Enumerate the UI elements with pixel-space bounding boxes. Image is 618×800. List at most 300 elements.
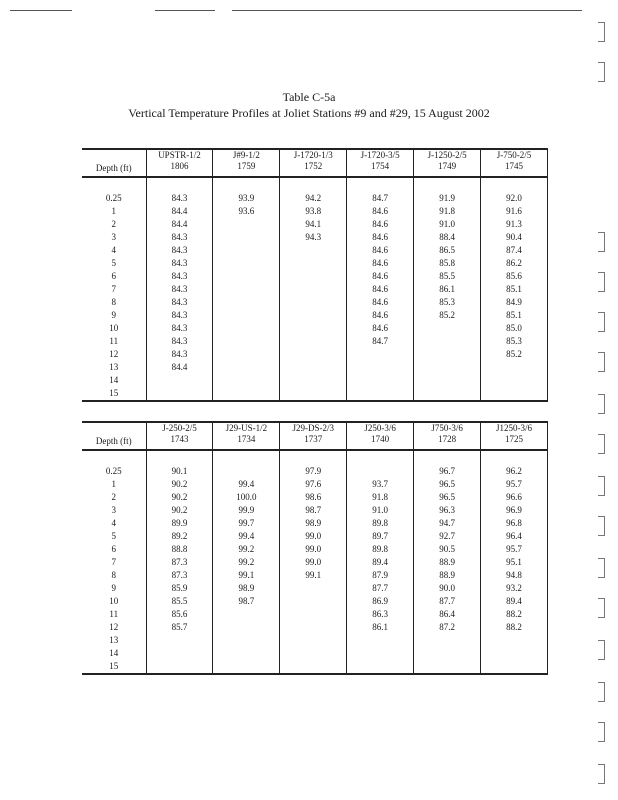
depth-header: Depth (ft) <box>82 149 146 177</box>
column-station-name: J1250-3/6 <box>496 423 533 433</box>
temperature-cell: 91.0 <box>347 504 414 517</box>
temperature-cell: 88.2 <box>481 621 548 634</box>
column-station-name: J750-3/6 <box>431 423 463 433</box>
temperature-cell: 84.3 <box>146 348 213 361</box>
depth-cell: 13 <box>82 634 146 647</box>
depth-cell: 7 <box>82 283 146 296</box>
table-row <box>82 569 548 582</box>
temperature-cell: 84.6 <box>347 309 414 322</box>
temperature-cell: 85.6 <box>481 270 548 283</box>
temperature-cell: 85.0 <box>481 322 548 335</box>
temperature-cell: 85.1 <box>481 283 548 296</box>
temperature-cell: 93.2 <box>481 582 548 595</box>
temperature-cell: 96.3 <box>414 504 481 517</box>
temperature-cell <box>213 322 280 335</box>
temperature-cell: 96.9 <box>481 504 548 517</box>
spacer-cell <box>82 450 146 465</box>
temperature-cell: 93.8 <box>280 205 347 218</box>
depth-cell: 4 <box>82 517 146 530</box>
column-time: 1740 <box>371 434 390 444</box>
temperature-cell: 85.2 <box>414 309 481 322</box>
temperature-table-stations-29 <box>82 421 548 675</box>
temperature-cell: 90.1 <box>146 465 213 478</box>
depth-cell: 8 <box>82 569 146 582</box>
temperature-cell: 84.9 <box>481 296 548 309</box>
temperature-cell <box>347 465 414 478</box>
table-row <box>82 348 548 361</box>
top-edge-rule-mid <box>155 10 215 11</box>
temperature-cell <box>481 374 548 387</box>
binder-tab <box>598 640 605 660</box>
depth-cell: 15 <box>82 387 146 401</box>
binder-tab <box>598 272 605 292</box>
temperature-cell <box>481 647 548 660</box>
spacer-cell <box>414 177 481 192</box>
table-row <box>82 634 548 647</box>
temperature-cell <box>280 309 347 322</box>
column-header <box>280 422 347 450</box>
temperature-cell: 84.4 <box>146 218 213 231</box>
temperature-cell: 91.8 <box>347 491 414 504</box>
temperature-cell: 84.6 <box>347 244 414 257</box>
temperature-cell <box>213 465 280 478</box>
temperature-cell: 84.3 <box>146 335 213 348</box>
column-header <box>347 149 414 177</box>
temperature-cell: 84.4 <box>146 205 213 218</box>
temperature-cell <box>213 361 280 374</box>
temperature-cell: 91.8 <box>414 205 481 218</box>
temperature-cell <box>280 283 347 296</box>
temperature-cell: 98.9 <box>213 582 280 595</box>
binder-tab <box>598 22 605 42</box>
temperature-cell: 91.6 <box>481 205 548 218</box>
temperature-cell <box>347 348 414 361</box>
temperature-cell: 96.4 <box>481 530 548 543</box>
temperature-cell: 84.3 <box>146 244 213 257</box>
temperature-cell <box>347 387 414 401</box>
temperature-cell: 96.7 <box>414 465 481 478</box>
temperature-cell <box>280 270 347 283</box>
temperature-cell <box>213 231 280 244</box>
temperature-cell: 85.7 <box>146 621 213 634</box>
temperature-cell: 85.1 <box>481 309 548 322</box>
temperature-cell <box>213 660 280 674</box>
temperature-cell: 99.2 <box>213 543 280 556</box>
temperature-cell <box>280 608 347 621</box>
table-subtitle: Vertical Temperature Profiles at Joliet Stations #9 and #29, 15 August 2002 <box>128 106 490 120</box>
temperature-cell <box>280 361 347 374</box>
temperature-cell: 87.7 <box>347 582 414 595</box>
temperature-cell <box>280 387 347 401</box>
depth-cell: 9 <box>82 309 146 322</box>
temperature-cell: 99.9 <box>213 504 280 517</box>
depth-cell: 4 <box>82 244 146 257</box>
table-row <box>82 517 548 530</box>
temperature-cell <box>146 374 213 387</box>
temperature-cell: 85.9 <box>146 582 213 595</box>
temperature-cell: 94.8 <box>481 569 548 582</box>
temperature-cell <box>347 361 414 374</box>
temperature-cell <box>280 621 347 634</box>
temperature-cell <box>146 634 213 647</box>
temperature-cell: 85.3 <box>414 296 481 309</box>
temperature-cell: 95.7 <box>481 478 548 491</box>
temperature-cell: 84.6 <box>347 296 414 309</box>
temperature-cell: 84.4 <box>146 361 213 374</box>
table-title: Table C-5a <box>282 90 336 104</box>
temperature-cell: 92.0 <box>481 192 548 205</box>
temperature-cell: 100.0 <box>213 491 280 504</box>
temperature-cell: 91.9 <box>414 192 481 205</box>
binder-tab <box>598 394 605 414</box>
temperature-cell: 93.9 <box>213 192 280 205</box>
temperature-cell: 99.2 <box>213 556 280 569</box>
temperature-cell: 91.3 <box>481 218 548 231</box>
temperature-cell: 96.5 <box>414 478 481 491</box>
temperature-cell <box>280 595 347 608</box>
temperature-cell: 85.5 <box>414 270 481 283</box>
temperature-cell: 84.7 <box>347 335 414 348</box>
temperature-cell: 98.7 <box>280 504 347 517</box>
temperature-cell <box>213 257 280 270</box>
binder-tab <box>598 434 605 454</box>
column-header <box>146 422 213 450</box>
depth-cell: 11 <box>82 335 146 348</box>
temperature-cell: 84.3 <box>146 296 213 309</box>
table-row <box>82 296 548 309</box>
temperature-cell: 85.8 <box>414 257 481 270</box>
depth-cell: 13 <box>82 361 146 374</box>
temperature-cell: 98.6 <box>280 491 347 504</box>
temperature-cell <box>213 283 280 296</box>
column-header <box>414 149 481 177</box>
temperature-cell: 86.2 <box>481 257 548 270</box>
temperature-cell: 96.2 <box>481 465 548 478</box>
table-row <box>82 322 548 335</box>
temperature-cell <box>347 634 414 647</box>
temperature-cell <box>146 647 213 660</box>
temperature-cell: 94.3 <box>280 231 347 244</box>
table-row <box>82 556 548 569</box>
temperature-cell: 93.7 <box>347 478 414 491</box>
table-row <box>82 335 548 348</box>
depth-cell: 14 <box>82 647 146 660</box>
column-station-name: J-750-2/5 <box>496 150 532 160</box>
depth-cell: 0.25 <box>82 192 146 205</box>
temperature-cell <box>347 660 414 674</box>
depth-cell: 8 <box>82 296 146 309</box>
temperature-cell <box>414 348 481 361</box>
temperature-cell: 87.3 <box>146 569 213 582</box>
temperature-cell: 89.8 <box>347 543 414 556</box>
spacer-cell <box>213 177 280 192</box>
temperature-cell: 91.0 <box>414 218 481 231</box>
column-time: 1743 <box>170 434 189 444</box>
depth-cell: 6 <box>82 270 146 283</box>
binder-tab <box>598 764 605 784</box>
table-row <box>82 621 548 634</box>
temperature-cell <box>481 387 548 401</box>
column-station-name: J29-DS-2/3 <box>292 423 335 433</box>
column-station-name: J-1720-1/3 <box>293 150 333 160</box>
table-row <box>82 218 548 231</box>
temperature-cell <box>213 387 280 401</box>
binder-tab <box>598 558 605 578</box>
temperature-cell <box>347 374 414 387</box>
temperature-cell: 86.5 <box>414 244 481 257</box>
binder-tab <box>598 516 605 536</box>
binder-tab <box>598 232 605 252</box>
temperature-cell <box>280 322 347 335</box>
temperature-cell: 86.3 <box>347 608 414 621</box>
temperature-cell: 87.3 <box>146 556 213 569</box>
temperature-cell: 99.4 <box>213 478 280 491</box>
spacer-cell <box>146 450 213 465</box>
temperature-cell: 84.3 <box>146 192 213 205</box>
depth-cell: 15 <box>82 660 146 674</box>
table-row <box>82 361 548 374</box>
depth-cell: 3 <box>82 231 146 244</box>
column-station-name: J#9-1/2 <box>232 150 260 160</box>
temperature-cell: 96.6 <box>481 491 548 504</box>
table-row <box>82 465 548 478</box>
temperature-cell: 95.1 <box>481 556 548 569</box>
temperature-cell: 84.7 <box>347 192 414 205</box>
table-row <box>82 270 548 283</box>
column-header <box>347 422 414 450</box>
temperature-cell: 90.5 <box>414 543 481 556</box>
depth-header: Depth (ft) <box>82 422 146 450</box>
binder-tab <box>598 722 605 742</box>
temperature-cell <box>213 218 280 231</box>
table-row <box>82 504 548 517</box>
temperature-cell <box>414 647 481 660</box>
temperature-cell: 97.9 <box>280 465 347 478</box>
temperature-cell: 99.1 <box>280 569 347 582</box>
binder-tab <box>598 476 605 496</box>
table-row <box>82 530 548 543</box>
spacer-cell <box>347 177 414 192</box>
depth-cell: 1 <box>82 205 146 218</box>
temperature-cell <box>213 608 280 621</box>
temperature-cell: 86.1 <box>347 621 414 634</box>
depth-cell: 3 <box>82 504 146 517</box>
column-station-name: J-1720-3/5 <box>360 150 400 160</box>
temperature-cell: 89.9 <box>146 517 213 530</box>
temperature-cell <box>213 634 280 647</box>
temperature-cell: 84.6 <box>347 218 414 231</box>
temperature-cell: 98.7 <box>213 595 280 608</box>
temperature-cell: 90.2 <box>146 504 213 517</box>
column-station-name: UPSTR-1/2 <box>158 150 201 160</box>
temperature-cell <box>280 335 347 348</box>
temperature-cell: 92.7 <box>414 530 481 543</box>
column-time: 1749 <box>438 161 457 171</box>
temperature-cell: 85.6 <box>146 608 213 621</box>
table-row <box>82 231 548 244</box>
temperature-cell: 84.3 <box>146 270 213 283</box>
depth-cell: 7 <box>82 556 146 569</box>
column-station-name: J250-3/6 <box>364 423 396 433</box>
spacer-cell <box>414 450 481 465</box>
temperature-cell <box>347 647 414 660</box>
temperature-cell <box>280 348 347 361</box>
temperature-cell: 90.4 <box>481 231 548 244</box>
table-row <box>82 582 548 595</box>
depth-cell: 2 <box>82 491 146 504</box>
column-header <box>213 422 280 450</box>
temperature-cell: 84.3 <box>146 257 213 270</box>
column-station-name: J-250-2/5 <box>162 423 197 433</box>
temperature-cell <box>280 582 347 595</box>
temperature-cell: 88.8 <box>146 543 213 556</box>
temperature-cell: 89.8 <box>347 517 414 530</box>
temperature-cell: 84.3 <box>146 283 213 296</box>
spacer-cell <box>146 177 213 192</box>
temperature-cell: 94.7 <box>414 517 481 530</box>
column-station-name: J29-US-1/2 <box>225 423 268 433</box>
spacer-cell <box>213 450 280 465</box>
depth-cell: 1 <box>82 478 146 491</box>
temperature-cell: 90.2 <box>146 478 213 491</box>
depth-cell: 2 <box>82 218 146 231</box>
temperature-cell <box>213 309 280 322</box>
temperature-cell <box>280 660 347 674</box>
temperature-cell: 95.7 <box>481 543 548 556</box>
temperature-cell <box>146 387 213 401</box>
table-row <box>82 192 548 205</box>
temperature-cell: 90.0 <box>414 582 481 595</box>
column-header <box>481 149 548 177</box>
depth-cell: 12 <box>82 621 146 634</box>
temperature-cell <box>213 348 280 361</box>
table-row <box>82 608 548 621</box>
spacer-cell <box>481 450 548 465</box>
temperature-cell: 86.4 <box>414 608 481 621</box>
spacer-cell <box>280 177 347 192</box>
temperature-cell: 86.9 <box>347 595 414 608</box>
binder-tab <box>598 62 605 82</box>
depth-cell: 14 <box>82 374 146 387</box>
temperature-cell <box>280 257 347 270</box>
temperature-cell: 99.0 <box>280 530 347 543</box>
table-row <box>82 543 548 556</box>
table-row <box>82 478 548 491</box>
depth-cell: 11 <box>82 608 146 621</box>
temperature-cell: 88.2 <box>481 608 548 621</box>
temperature-cell <box>414 374 481 387</box>
temperature-cell <box>213 374 280 387</box>
temperature-cell: 87.9 <box>347 569 414 582</box>
depth-cell: 6 <box>82 543 146 556</box>
temperature-cell: 89.7 <box>347 530 414 543</box>
top-edge-rule-left <box>10 10 72 11</box>
temperature-cell: 89.2 <box>146 530 213 543</box>
column-time: 1728 <box>438 434 457 444</box>
temperature-cell: 84.6 <box>347 231 414 244</box>
temperature-cell <box>414 361 481 374</box>
table-row <box>82 283 548 296</box>
temperature-cell <box>414 387 481 401</box>
temperature-cell: 94.1 <box>280 218 347 231</box>
spacer-cell <box>347 450 414 465</box>
table-row <box>82 309 548 322</box>
temperature-cell <box>280 244 347 257</box>
depth-cell: 10 <box>82 595 146 608</box>
binder-tab <box>598 312 605 332</box>
temperature-cell: 88.9 <box>414 569 481 582</box>
temperature-cell: 88.4 <box>414 231 481 244</box>
column-time: 1745 <box>505 161 524 171</box>
temperature-cell: 87.7 <box>414 595 481 608</box>
temperature-cell: 96.5 <box>414 491 481 504</box>
temperature-cell: 99.0 <box>280 543 347 556</box>
table-row <box>82 491 548 504</box>
column-header <box>146 149 213 177</box>
temperature-cell: 88.9 <box>414 556 481 569</box>
column-time: 1734 <box>237 434 256 444</box>
binder-tab <box>598 682 605 702</box>
temperature-cell <box>280 634 347 647</box>
temperature-table-stations-9 <box>82 148 548 402</box>
temperature-cell: 85.5 <box>146 595 213 608</box>
temperature-cell <box>414 634 481 647</box>
temperature-cell: 99.7 <box>213 517 280 530</box>
temperature-cell: 90.2 <box>146 491 213 504</box>
depth-cell: 5 <box>82 257 146 270</box>
temperature-cell: 84.3 <box>146 322 213 335</box>
temperature-cell <box>213 270 280 283</box>
temperature-cell: 84.6 <box>347 205 414 218</box>
temperature-cell: 87.2 <box>414 621 481 634</box>
column-time: 1806 <box>170 161 189 171</box>
temperature-cell <box>481 660 548 674</box>
temperature-cell <box>213 296 280 309</box>
temperature-cell <box>414 335 481 348</box>
temperature-cell: 96.8 <box>481 517 548 530</box>
temperature-cell: 93.6 <box>213 205 280 218</box>
temperature-cell <box>481 634 548 647</box>
temperature-cell <box>213 244 280 257</box>
table-row <box>82 647 548 660</box>
temperature-cell: 84.6 <box>347 270 414 283</box>
temperature-cell <box>280 296 347 309</box>
column-time: 1759 <box>237 161 256 171</box>
temperature-cell <box>280 374 347 387</box>
top-edge-rule-right <box>232 10 582 11</box>
temperature-cell: 94.2 <box>280 192 347 205</box>
table-row <box>82 387 548 401</box>
temperature-cell <box>414 322 481 335</box>
temperature-cell: 87.4 <box>481 244 548 257</box>
column-time: 1725 <box>505 434 524 444</box>
column-station-name: J-1250-2/5 <box>427 150 467 160</box>
temperature-cell <box>280 647 347 660</box>
depth-cell: 0.25 <box>82 465 146 478</box>
table-row <box>82 660 548 674</box>
temperature-cell <box>213 647 280 660</box>
temperature-cell: 84.6 <box>347 257 414 270</box>
temperature-cell: 84.6 <box>347 322 414 335</box>
depth-cell: 12 <box>82 348 146 361</box>
temperature-cell <box>481 361 548 374</box>
binder-tab <box>598 598 605 618</box>
temperature-cell: 84.3 <box>146 309 213 322</box>
temperature-cell: 86.1 <box>414 283 481 296</box>
column-time: 1754 <box>371 161 390 171</box>
column-header <box>280 149 347 177</box>
column-header <box>414 422 481 450</box>
